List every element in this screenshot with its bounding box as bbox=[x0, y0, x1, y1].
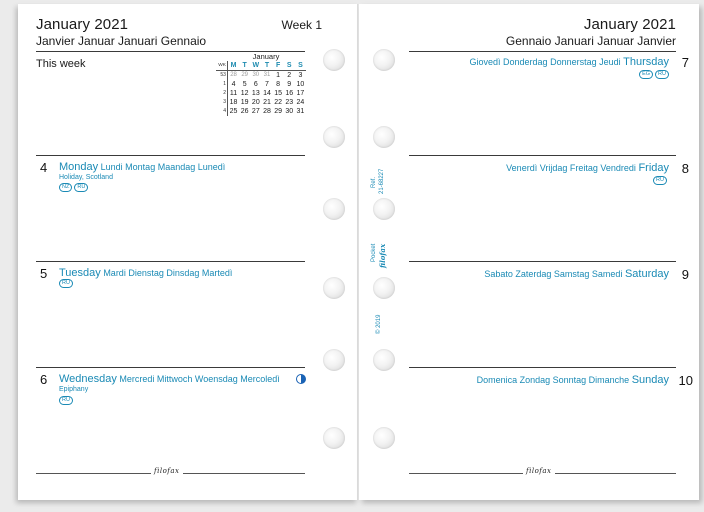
date-cell: 30 bbox=[252, 72, 260, 78]
mini-calendar-head-cell: F bbox=[273, 61, 284, 71]
binder-hole bbox=[323, 349, 345, 371]
this-week-label: This week bbox=[36, 58, 86, 70]
day-number: 4 bbox=[40, 160, 48, 175]
mini-calendar-row bbox=[216, 98, 306, 107]
date-cell: 24 bbox=[296, 99, 305, 106]
day-name-translations: Giovedì Donderdag Donnerstag Jeudi bbox=[469, 57, 621, 67]
country-badge: NZ bbox=[59, 183, 72, 192]
mini-calendar-grid bbox=[216, 61, 306, 116]
right-page bbox=[359, 4, 699, 500]
date-cell: 30 bbox=[285, 108, 294, 115]
day-number: 7 bbox=[681, 55, 689, 70]
country-badge: RU bbox=[59, 396, 73, 405]
day-name-translations: Mercredi Mittwoch Woensdag Mercoledì bbox=[119, 374, 280, 384]
binder-hole bbox=[373, 126, 395, 148]
date-cell: 22 bbox=[274, 99, 282, 106]
country-badges bbox=[653, 176, 669, 186]
ref-code: 21-68227 bbox=[379, 168, 385, 194]
mini-calendar-head-cell: WK bbox=[216, 61, 227, 71]
date-cell: 4 bbox=[231, 81, 236, 88]
mini-calendar-header bbox=[216, 61, 306, 71]
day-name-translations: Sabato Zaterdag Samstag Samedi bbox=[484, 269, 623, 279]
day-name-translations: Mardi Dienstag Dinsdag Martedì bbox=[103, 268, 233, 278]
spine-brand: filofax bbox=[378, 243, 387, 268]
date-cell: 13 bbox=[251, 90, 260, 97]
week-cell: 3 bbox=[216, 98, 227, 107]
mini-calendar-row bbox=[216, 89, 306, 98]
mini-calendar-head-cell: M bbox=[227, 61, 239, 71]
date-cell: 15 bbox=[274, 90, 282, 97]
day-name-main: Tuesday bbox=[59, 267, 101, 279]
country-badges bbox=[639, 70, 671, 80]
holiday-label: Epiphany bbox=[59, 386, 89, 393]
date-cell: 3 bbox=[298, 72, 303, 79]
left-page-title: January 2021 bbox=[36, 16, 129, 33]
country-badge: RU bbox=[655, 70, 669, 79]
date-cell: 20 bbox=[251, 99, 260, 106]
day-name-main: Thursday bbox=[623, 56, 669, 68]
date-cell: 28 bbox=[230, 72, 237, 78]
day-name bbox=[484, 268, 669, 280]
date-cell: 11 bbox=[229, 90, 238, 97]
mini-calendar-head-cell: S bbox=[295, 61, 306, 71]
day-rule bbox=[36, 367, 305, 368]
country-badge: EG bbox=[639, 70, 653, 79]
date-cell: 18 bbox=[229, 99, 238, 106]
copyright: © 2019 bbox=[376, 314, 382, 334]
binder-hole bbox=[323, 49, 345, 71]
week-cell: 4 bbox=[216, 107, 227, 116]
day-name-main: Wednesday bbox=[59, 373, 117, 385]
right-page-title: January 2021 bbox=[583, 16, 676, 33]
day-name-main: Friday bbox=[638, 162, 669, 174]
date-cell: 23 bbox=[285, 99, 294, 106]
country-badges bbox=[59, 396, 75, 406]
country-badge: RU bbox=[74, 183, 88, 192]
day-name bbox=[470, 56, 669, 68]
holiday-label: Holiday, Scotland bbox=[59, 174, 113, 181]
mini-calendar-row bbox=[216, 80, 306, 89]
day-name-translations: Domenica Zondag Sonntag Dimanche bbox=[476, 375, 630, 385]
binder-hole bbox=[373, 427, 395, 449]
day-rule bbox=[36, 261, 305, 262]
binder-hole bbox=[323, 198, 345, 220]
week-cell: 1 bbox=[216, 80, 227, 89]
date-cell: 26 bbox=[240, 108, 249, 115]
date-cell: 29 bbox=[241, 72, 249, 78]
country-badges bbox=[59, 279, 75, 289]
day-name bbox=[477, 374, 669, 386]
mini-calendar-head-cell: T bbox=[261, 61, 272, 71]
day-rule bbox=[409, 155, 676, 156]
day-name bbox=[506, 162, 669, 174]
moon-phase-icon bbox=[296, 374, 306, 384]
date-cell: 28 bbox=[263, 108, 271, 115]
binder-hole bbox=[323, 427, 345, 449]
mini-calendar-head-cell: T bbox=[239, 61, 250, 71]
filofax-logo: filofax bbox=[523, 467, 555, 475]
mini-calendar-head-cell: S bbox=[284, 61, 295, 71]
day-rule bbox=[36, 155, 305, 156]
date-cell: 2 bbox=[287, 72, 292, 79]
date-cell: 9 bbox=[287, 81, 292, 88]
date-cell: 12 bbox=[240, 90, 249, 97]
date-cell: 31 bbox=[263, 72, 271, 78]
left-page bbox=[18, 4, 358, 500]
day-number: 6 bbox=[40, 372, 48, 387]
date-cell: 16 bbox=[285, 90, 294, 97]
binder-hole bbox=[373, 198, 395, 220]
date-cell: 6 bbox=[253, 81, 258, 88]
right-page-subtitle: Gennaio Januari Januar Janvier bbox=[505, 34, 676, 48]
date-cell: 29 bbox=[274, 108, 282, 115]
ref-label: Ref. bbox=[371, 176, 377, 188]
week-number: Week 1 bbox=[281, 18, 322, 32]
date-cell: 1 bbox=[276, 72, 281, 79]
binder-hole bbox=[373, 277, 395, 299]
date-cell: 7 bbox=[265, 81, 269, 88]
day-name-translations: Lundi Montag Maandag Lunedì bbox=[100, 162, 226, 172]
mini-calendar-row bbox=[216, 71, 306, 81]
date-cell: 31 bbox=[296, 108, 305, 115]
binder-hole bbox=[323, 277, 345, 299]
date-cell: 27 bbox=[251, 108, 260, 115]
day-name-main: Saturday bbox=[624, 268, 669, 280]
header-rule bbox=[409, 51, 676, 52]
week-cell: 53 bbox=[216, 71, 227, 81]
day-name bbox=[59, 267, 232, 279]
mini-calendar bbox=[216, 52, 306, 116]
day-number: 8 bbox=[681, 161, 689, 176]
week-cell: 2 bbox=[216, 89, 227, 98]
pocket-label: Pocket bbox=[371, 243, 377, 262]
mini-calendar-month: January bbox=[252, 52, 280, 61]
date-cell: 19 bbox=[240, 99, 249, 106]
day-rule bbox=[409, 261, 676, 262]
filofax-logo: filofax bbox=[151, 467, 183, 475]
date-cell: 10 bbox=[296, 81, 305, 88]
country-badges bbox=[59, 183, 90, 193]
day-rule bbox=[409, 367, 676, 368]
date-cell: 17 bbox=[296, 90, 305, 97]
day-name-main: Sunday bbox=[631, 374, 669, 386]
left-page-subtitle: Janvier Januar Januari Gennaio bbox=[36, 34, 207, 48]
date-cell: 21 bbox=[263, 99, 271, 106]
day-name bbox=[59, 373, 280, 385]
date-cell: 14 bbox=[263, 90, 271, 97]
date-cell: 25 bbox=[229, 108, 238, 115]
day-name-translations: Venerdì Vrijdag Freitag Vendredi bbox=[506, 163, 636, 173]
day-name bbox=[59, 161, 225, 173]
binder-hole bbox=[373, 49, 395, 71]
binder-hole bbox=[373, 349, 395, 371]
day-number: 9 bbox=[681, 267, 689, 282]
mini-calendar-row bbox=[216, 107, 306, 116]
country-badge: RU bbox=[59, 279, 73, 288]
mini-calendar-head-cell: W bbox=[250, 61, 261, 71]
day-number: 5 bbox=[40, 266, 48, 281]
date-cell: 5 bbox=[242, 81, 247, 88]
date-cell: 8 bbox=[276, 81, 281, 88]
binder-hole bbox=[323, 126, 345, 148]
day-name-main: Monday bbox=[59, 161, 99, 173]
day-number: 10 bbox=[678, 373, 693, 388]
country-badge: RU bbox=[653, 176, 667, 185]
